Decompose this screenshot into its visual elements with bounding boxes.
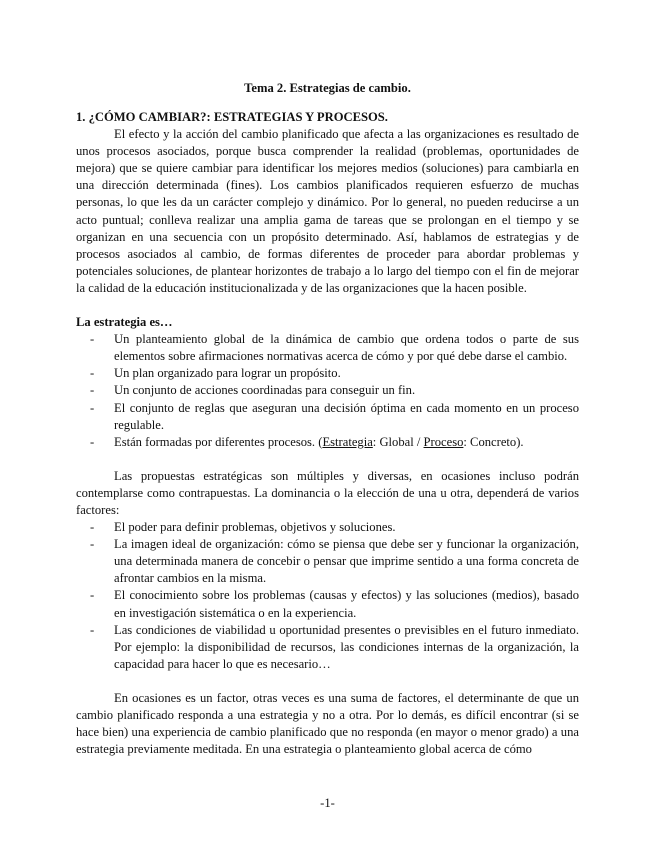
spacer [76,297,579,314]
strategy-item: - Un conjunto de acciones coordinadas para conseguir un fin. [76,382,579,399]
strategy-item: - Un plan organizado para lograr un propósito. [76,365,579,382]
strategy-item: - El conjunto de reglas que aseguran una decisión óptima en cada momento en un proceso regulable. [76,400,579,434]
intro-paragraph: El efecto y la acción del cambio planificado que afecta a las organizaciones es resultado de unos procesos asociados, porque busca comprender la realidad (problemas, oportunidades de mejora) que se quiere cambiar para identificar los mejores medios (soluciones) para cambiarla en una dirección determinada (fines). Los cambios planificados requieren esfuerzo de muchas personas, lo que les da un carácter complejo y dinámico. Por lo general, no pueden reducirse a un acto puntual; conlleva realizar una amplia gama de tareas que se prolongan en el tiempo y se organizan en una secuencia con un propósito determinado. Así, hablamos de estrategias y de procesos asociados al cambio, de formas diferentes de proceder para abordar problemas y potenciales soluciones, de plantear horizontes de trabajo a lo largo del tiempo con el fin de mejorar la calidad de la educación institucionalizada y de las organizaciones que la hacen posible. [76,127,579,295]
proposals-paragraph: Las propuestas estratégicas son múltiples y diversas, en ocasiones incluso podrán contemplarse como contrapuestas. La dominancia o la elección de una u otra, dependerá de varios factores: [76,468,579,517]
spacer [76,451,579,468]
document-title: Tema 2. Estrategias de cambio. [244,81,411,95]
processes-prefix: Están formadas por diferentes procesos. ( [114,434,323,449]
strategy-heading: La estrategia es… [76,315,173,330]
strategy-item-processes [76,434,579,451]
factor-item: - El poder para definir problemas, objetivos y soluciones. [76,519,579,536]
closing-paragraph: En ocasiones es un factor, otras veces es una suma de factores, el determinante de que un cambio planificado responda a una estrategia y no a otra. Por lo demás, es difícil encontrar (si se hace bien) una experiencia de cambio planificado que no responda (en mayor o menor grado) a una estrategia previamente meditada. En una estrategia o planteamiento global acerca de cómo [76,690,579,757]
document-body [76,109,579,758]
factor-item: - El conocimiento sobre los problemas (causas y efectos) y las soluciones (medios), basado en investigación sistemática o en la experiencia. [76,587,579,621]
term-proceso: Proceso [423,434,464,449]
spacer [76,673,579,690]
factor-list [76,519,579,673]
page-number: -1- [320,796,335,810]
strategy-item: - Un planteamiento global de la dinámica de cambio que ordena todos o parte de sus elementos sobre afirmaciones normativas acerca de cómo y por qué debe darse el cambio. [76,331,579,365]
factor-item: - Las condiciones de viabilidad u oportunidad presentes o previsibles en el futuro inmediato. Por ejemplo: la disponibilidad de recursos, las condiciones internas de la organización, la capacidad para hacer lo que es necesario… [76,622,579,673]
strategy-list [76,331,579,451]
factor-item: - La imagen ideal de organización: cómo se piensa que debe ser y funcionar la organización, una determinada manera de concebir o pensar que imprime sentido a una forma concreta de afrontar cambios en la misma. [76,536,579,587]
processes-mid: : Global / [372,434,424,449]
processes-suffix: : Concreto). [463,434,524,449]
term-estrategia: Estrategia [322,434,373,449]
section-heading: 1. ¿CÓMO CAMBIAR?: ESTRATEGIAS Y PROCESOS. [76,110,388,124]
